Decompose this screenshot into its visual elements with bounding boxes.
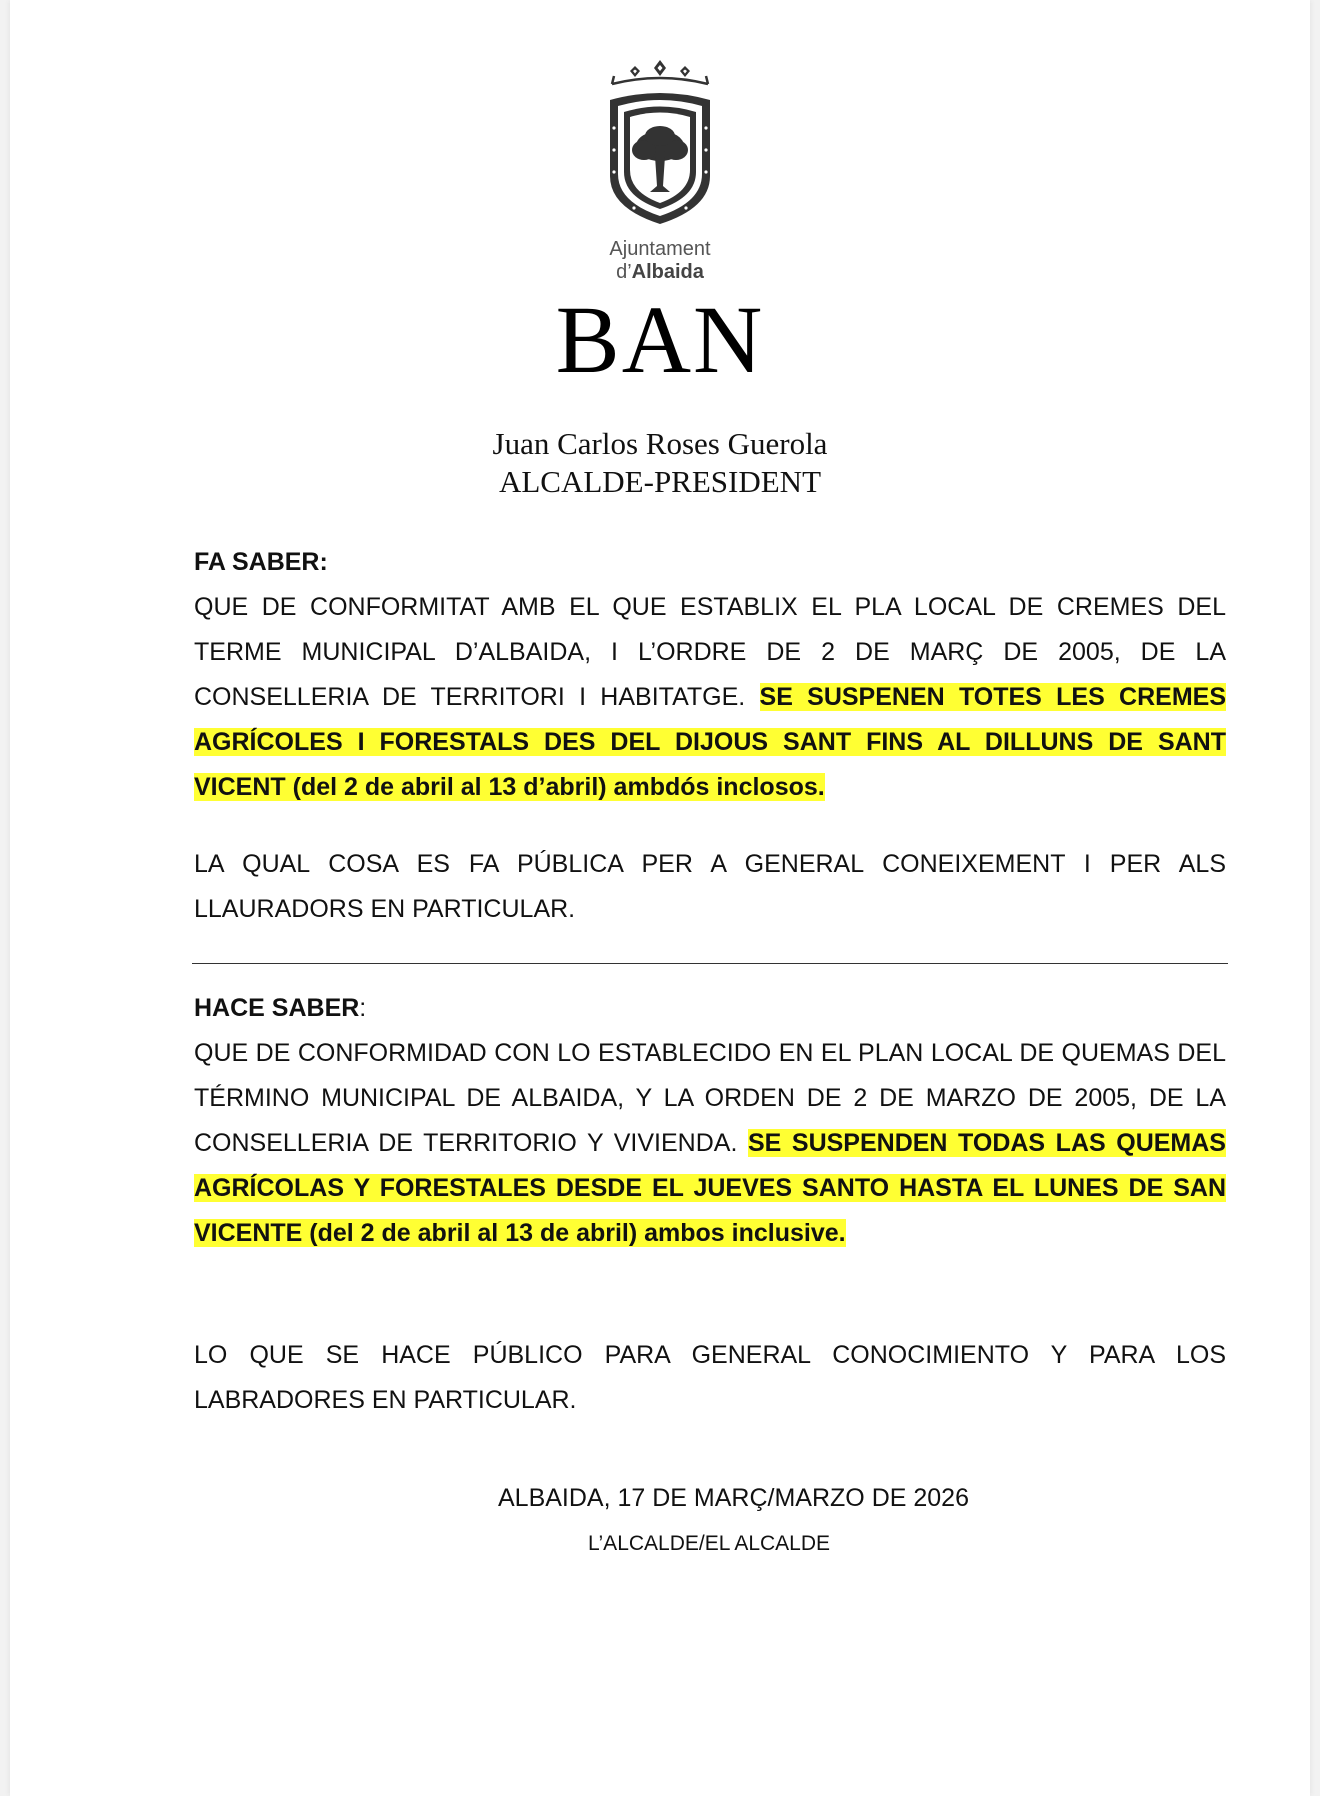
valencian-heading: FA SABER: [194,548,328,576]
municipal-logo [10,58,1310,284]
mayor-name: Juan Carlos Roses Guerola [492,426,828,461]
spanish-highlighted-text: SE SUSPENDEN TODAS LAS QUEMAS AGRÍCOLAS Y FORESTALES DESDE EL JUEVES SANTO HASTA EL LUNES DE SAN VICENTE (del 2 de abril al 13 de abril) ambos inclusive. [194,1129,1226,1247]
coat-of-arms-icon [600,58,720,234]
logo-text-ajuntament: Ajuntament [609,238,711,260]
spanish-body-text: QUE DE CONFORMIDAD CON LO ESTABLECIDO EN EL PLAN LOCAL DE QUEMAS DEL TÉRMINO MUNICIPAL DE ALBAIDA, Y LA ORDEN DE 2 DE MARZO DE 2005, DE LA CONSELLERIA DE TERRITORIO Y VIVIENDA. [194,1039,1226,1157]
mayor-block [10,425,1310,501]
spanish-body [194,1031,1226,1256]
spanish-heading: HACE SABER [194,994,360,1022]
mayor-role: ALCALDE-PRESIDENT [498,464,822,499]
document-page [10,0,1310,1796]
signature-line: L’ALCALDE/EL ALCALDE [588,1532,831,1555]
valencian-highlighted-text: SE SUSPENEN TOTES LES CREMES AGRÍCOLES I FORESTALS DES DEL DIJOUS SANT FINS AL DILLUNS DE SANT VICENT (del 2 de abril al 13 d’abril) ambdós inclosos. [194,683,1226,801]
valencian-closing: LA QUAL COSA ES FA PÚBLICA PER A GENERAL CONEIXEMENT I PER ALS LLAURADORS EN PARTICULAR. [194,850,1226,923]
spanish-heading-line: HACE SABER: [194,994,367,1022]
spanish-notice [194,986,1226,1256]
document-title: BAN [555,286,765,393]
valencian-body [194,585,1226,810]
spanish-closing: LO QUE SE HACE PÚBLICO PARA GENERAL CONOCIMIENTO Y PARA LOS LABRADORES EN PARTICULAR. [194,1341,1226,1414]
date-line: ALBAIDA, 17 DE MARÇ/MARZO DE 2026 [498,1484,969,1512]
valencian-body-text: QUE DE CONFORMITAT AMB EL QUE ESTABLIX EL PLA LOCAL DE CREMES DEL TERME MUNICIPAL D’ALBAIDA, I L’ORDRE DE 2 DE MARÇ DE 2005, DE LA CONSELLERIA DE TERRITORI I HABITATGE. [194,593,1226,711]
valencian-notice [194,540,1226,810]
logo-text-albaida: d’Albaida [616,261,704,283]
section-divider [192,963,1228,964]
